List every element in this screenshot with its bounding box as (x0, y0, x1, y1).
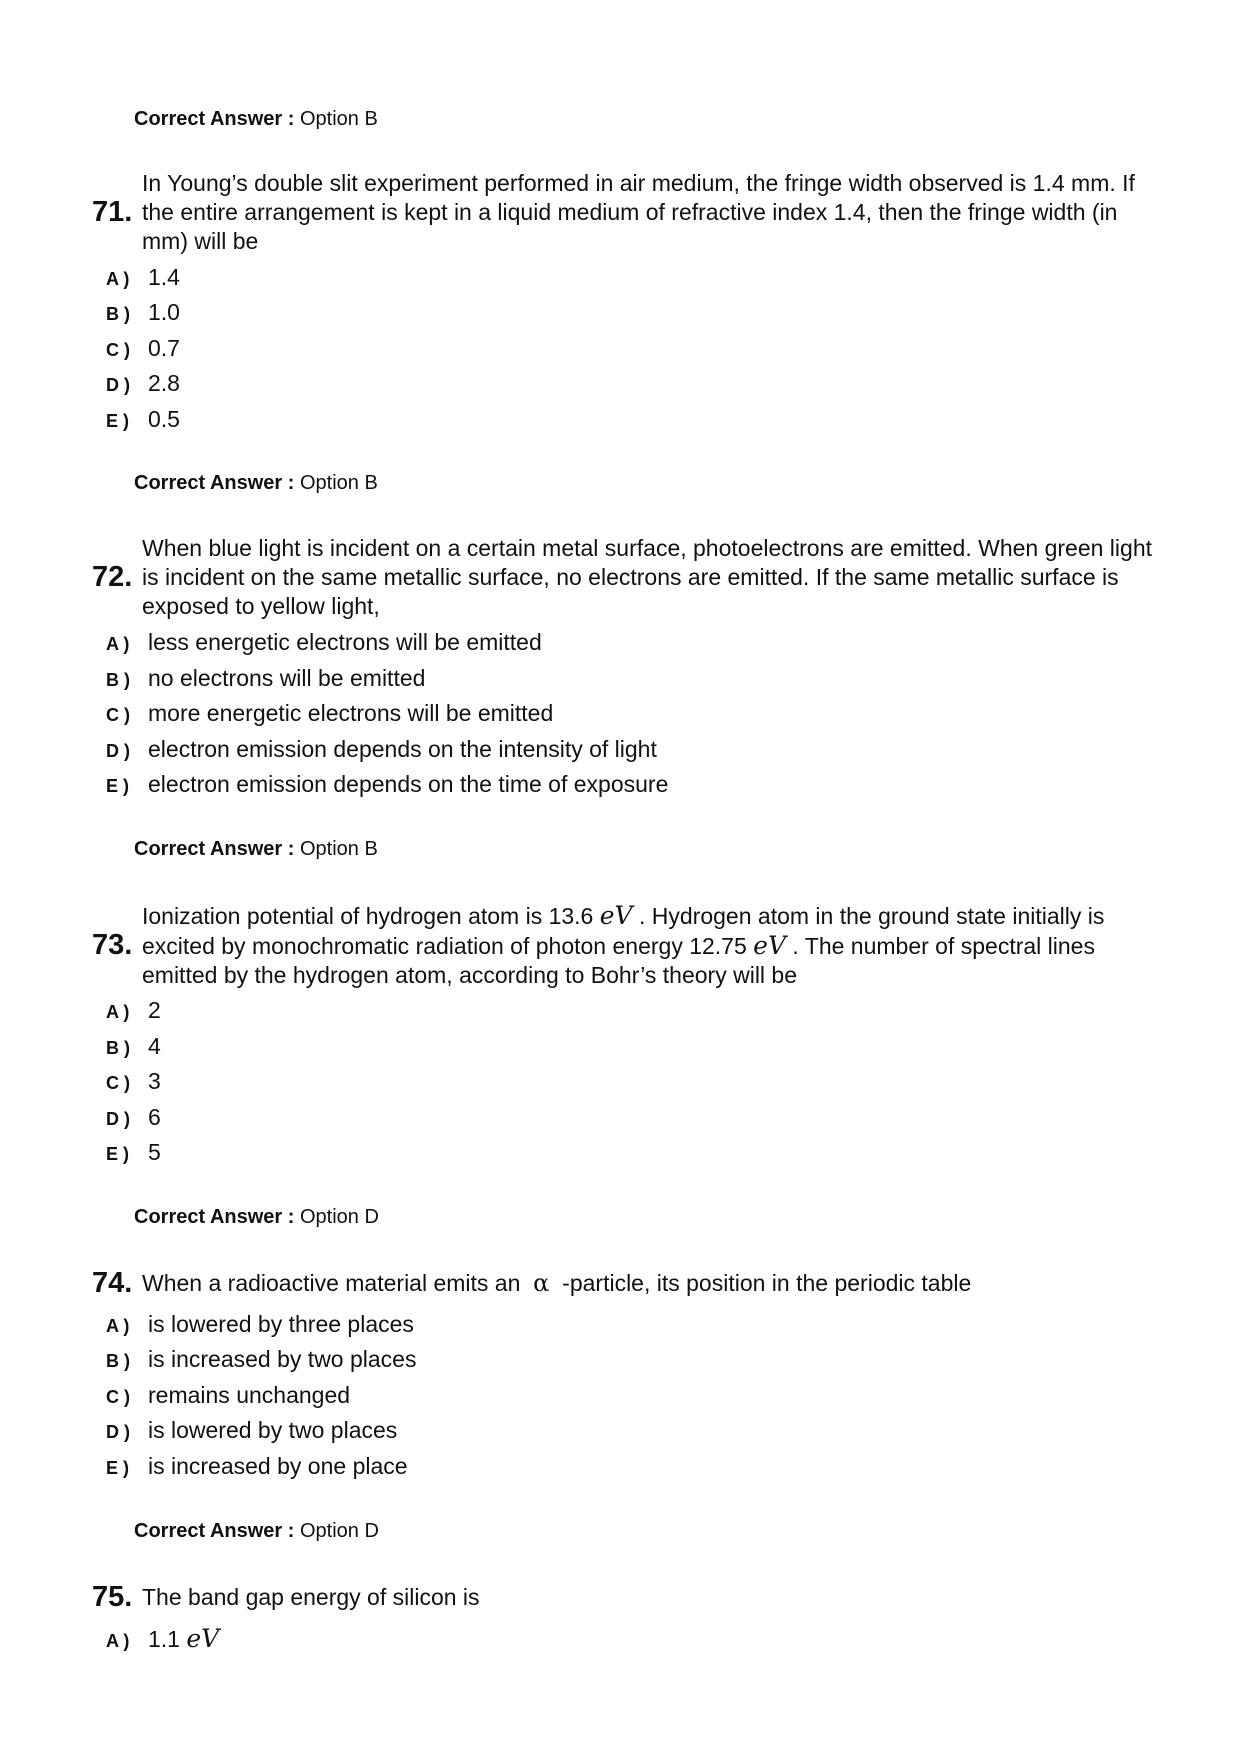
option-text: electron emission depends on the intensity of light (148, 736, 657, 762)
question-number: 73. (92, 929, 133, 961)
option-b[interactable] (106, 665, 425, 692)
option-text: is lowered by three places (148, 1311, 414, 1337)
option-b[interactable] (106, 1346, 416, 1373)
option-letter: B ) (106, 1038, 130, 1058)
question-text (142, 901, 1152, 990)
option-a[interactable] (106, 264, 180, 291)
question-74 (92, 1267, 1152, 1300)
option-text: 5 (148, 1139, 161, 1165)
option-text: no electrons will be emitted (148, 665, 426, 691)
correct-answer-value: Option B (299, 838, 378, 860)
correct-answer-value: Option D (299, 1206, 379, 1228)
option-value: 1.1 (148, 1626, 180, 1652)
question-number: 75. (92, 1581, 133, 1613)
option-c[interactable] (106, 700, 553, 727)
correct-answer-72 (134, 838, 378, 861)
question-number: 72. (92, 561, 133, 593)
option-text: 0.5 (148, 406, 180, 432)
correct-answer-value: Option B (299, 472, 378, 494)
option-letter: A ) (106, 634, 130, 654)
option-c[interactable] (106, 1068, 161, 1095)
option-e[interactable] (106, 1453, 408, 1480)
option-text: 6 (148, 1104, 161, 1130)
question-text-part1: Ionization potential of hydrogen atom is 13.6 (142, 903, 594, 929)
option-e[interactable] (106, 771, 668, 798)
option-letter: E ) (106, 776, 130, 796)
option-letter: A ) (106, 269, 130, 289)
option-letter: D ) (106, 741, 130, 761)
correct-answer-value: Option D (299, 1520, 379, 1542)
option-letter: B ) (106, 304, 130, 324)
option-text: 2 (148, 997, 161, 1023)
question-72 (92, 534, 1152, 621)
question-text-part1: When a radioactive material emits an (142, 1270, 521, 1296)
option-e[interactable] (106, 406, 180, 433)
option-text: 2.8 (148, 370, 180, 396)
option-a[interactable] (106, 629, 542, 656)
option-letter: B ) (106, 670, 130, 690)
alpha-symbol: α (533, 1269, 550, 1297)
option-letter: B ) (106, 1351, 130, 1371)
question-text: The band gap energy of silicon is (142, 1584, 480, 1610)
correct-answer-label: Correct Answer : (134, 1206, 295, 1228)
option-text: is increased by one place (148, 1453, 408, 1479)
question-text: When blue light is incident on a certain metal surface, photoelectrons are emitted. When green light is incident on the same metallic surface, no electrons are emitted. If the same metallic surface is exposed to yellow light, (142, 535, 1153, 619)
option-text: is lowered by two places (148, 1417, 398, 1443)
option-letter: A ) (106, 1631, 130, 1651)
option-text: more energetic electrons will be emitted (148, 700, 554, 726)
correct-answer-70 (134, 108, 378, 131)
question-text (142, 1269, 971, 1298)
option-text: 1.0 (148, 299, 180, 325)
question-number: 74. (92, 1267, 133, 1299)
option-text: 1.4 (148, 264, 180, 290)
correct-answer-74 (134, 1520, 379, 1543)
option-e[interactable] (106, 1139, 161, 1166)
option-letter: E ) (106, 1458, 130, 1478)
question-71 (92, 169, 1152, 256)
option-text: electron emission depends on the time of exposure (148, 771, 669, 797)
question-text-part3: . The number of spectral lines emitted by the hydrogen atom, according to Bohr’s theory will be (142, 933, 1095, 988)
unit-ev: eV (599, 901, 633, 930)
correct-answer-71 (134, 472, 378, 495)
option-letter: D ) (106, 1422, 130, 1442)
option-letter: C ) (106, 340, 130, 360)
option-text: 3 (148, 1068, 161, 1094)
option-letter: A ) (106, 1316, 130, 1336)
option-text: remains unchanged (148, 1382, 351, 1408)
option-text: is increased by two places (148, 1346, 417, 1372)
option-text (148, 1624, 219, 1653)
option-text: 0.7 (148, 335, 180, 361)
question-75 (92, 1581, 1152, 1614)
question-73 (92, 901, 1152, 990)
correct-answer-73 (134, 1206, 379, 1229)
correct-answer-label: Correct Answer : (134, 472, 295, 494)
question-number: 71. (92, 196, 133, 228)
option-a[interactable] (106, 1624, 219, 1653)
option-d[interactable] (106, 1417, 397, 1444)
correct-answer-label: Correct Answer : (134, 838, 295, 860)
option-letter: C ) (106, 705, 130, 725)
unit-ev: eV (186, 1624, 220, 1653)
option-letter: D ) (106, 1109, 130, 1129)
option-letter: D ) (106, 375, 130, 395)
question-text: In Young’s double slit experiment performed in air medium, the fringe width observed is 1.4 mm. If the entire arrangement is kept in a liquid medium of refractive index 1.4, then the fringe width (in mm) will be (142, 170, 1135, 254)
option-d[interactable] (106, 1104, 161, 1131)
question-text-part2: . Hydrogen atom in the ground state initially is excited by monochromatic radiation of photon energy 12.75 (142, 903, 1105, 959)
option-letter: A ) (106, 1002, 130, 1022)
option-d[interactable] (106, 370, 180, 397)
option-text: 4 (148, 1033, 161, 1059)
option-letter: C ) (106, 1387, 130, 1407)
option-a[interactable] (106, 1311, 414, 1338)
option-letter: C ) (106, 1073, 130, 1093)
correct-answer-label: Correct Answer : (134, 1520, 295, 1542)
unit-ev: eV (753, 931, 787, 960)
option-text: less energetic electrons will be emitted (148, 629, 542, 655)
option-d[interactable] (106, 736, 657, 763)
option-a[interactable] (106, 997, 161, 1024)
option-b[interactable] (106, 1033, 161, 1060)
option-letter: E ) (106, 1144, 130, 1164)
option-c[interactable] (106, 1382, 350, 1409)
option-b[interactable] (106, 299, 180, 326)
question-text-part2: -particle, its position in the periodic table (562, 1270, 972, 1296)
option-c[interactable] (106, 335, 180, 362)
correct-answer-label: Correct Answer : (134, 108, 295, 130)
option-letter: E ) (106, 411, 130, 431)
correct-answer-value: Option B (299, 108, 378, 130)
